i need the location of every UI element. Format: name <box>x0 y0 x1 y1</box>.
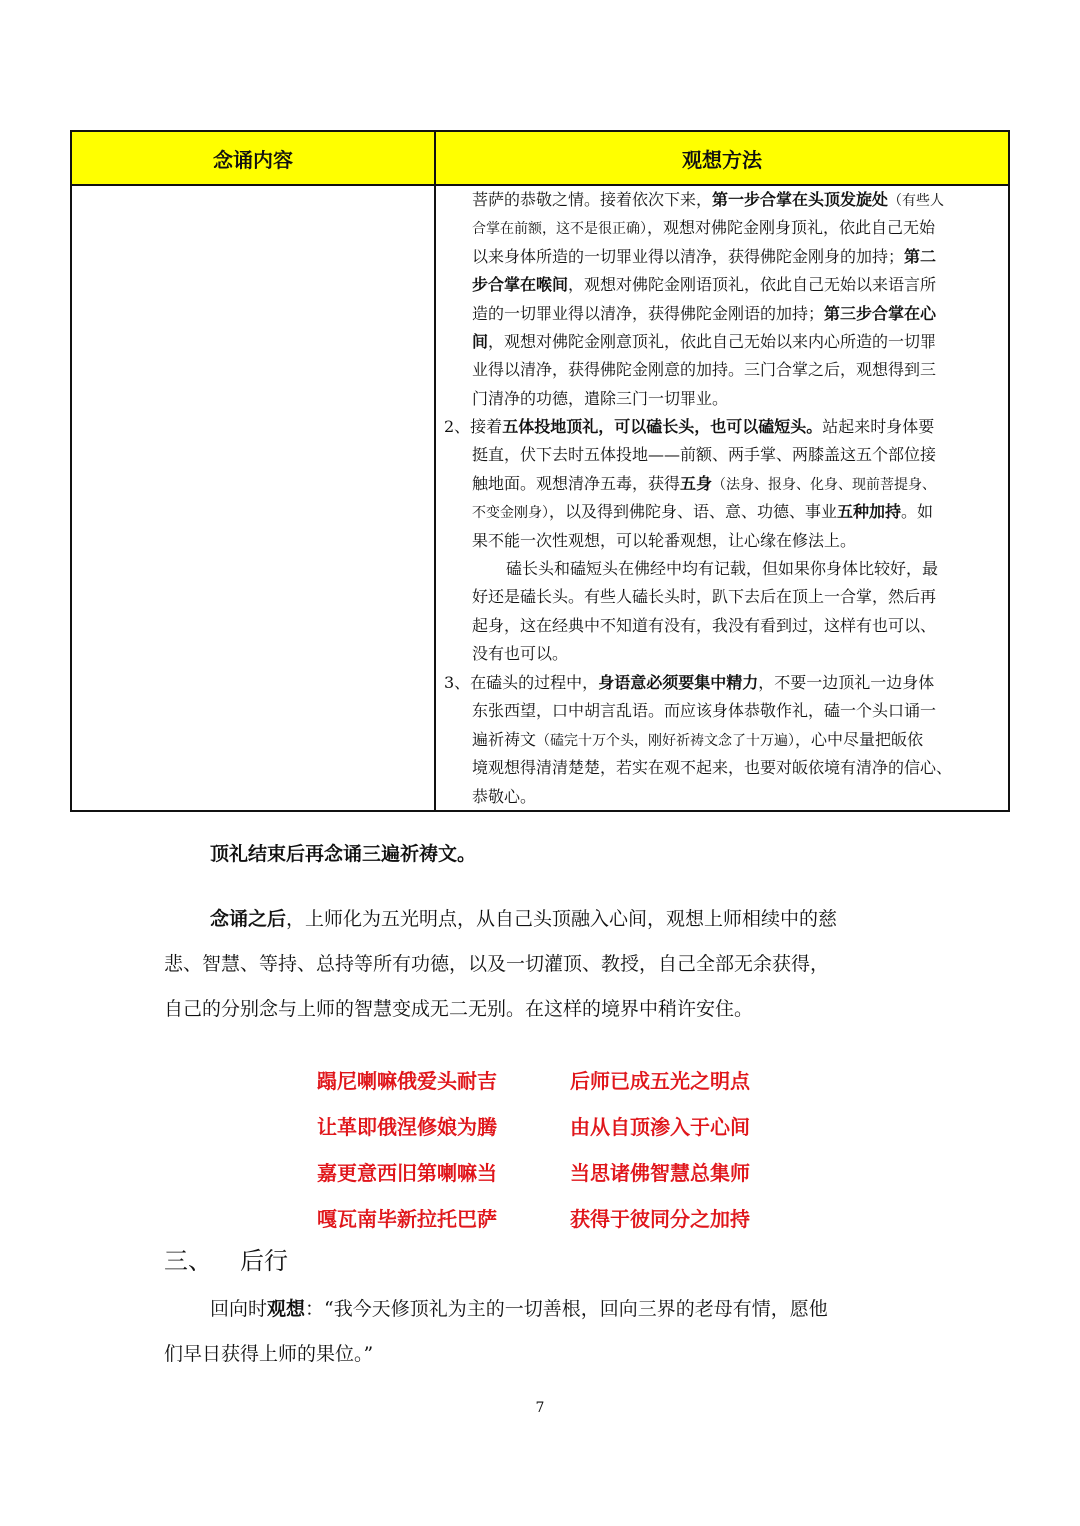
mantra-left-line: 嘎瓦南毕新拉托巴萨 <box>317 1207 497 1231</box>
method-text: ，观想对佛陀金刚身顶礼，依此自己无始 <box>647 218 936 238</box>
visualization-cell <box>436 186 1008 810</box>
mantra-right-line: 由从自顶渗入于心间 <box>570 1115 750 1139</box>
dedication-pre: 回向时 <box>210 1298 268 1320</box>
method-emphasis: 间 <box>472 331 489 351</box>
method-text: 3、在磕头的过程中， <box>444 673 599 692</box>
method-text: 以来身体所造的一切罪业得以清净，获得佛陀金刚身的加持； <box>472 246 905 266</box>
method-line <box>472 555 996 583</box>
table-header <box>72 132 1008 186</box>
method-text: （磕完十万个头，刚好祈祷文念了十万遍） <box>536 732 796 749</box>
method-text: 造的一切罪业得以清净，获得佛陀金刚语的加持； <box>472 303 825 323</box>
method-line <box>472 640 996 668</box>
after-recitation-line: 悲、智慧、等持、总持等所有功德，以及一切灌顶、教授，自己全部无余获得， <box>164 953 830 975</box>
section-number: 三、 <box>164 1247 212 1275</box>
section-title: 后行 <box>240 1247 288 1275</box>
method-line <box>444 754 996 782</box>
mantra-left-line: 嘉更意西旧第喇嘛当 <box>317 1161 497 1185</box>
method-line <box>472 271 996 299</box>
method-text: （有些人 <box>888 193 945 209</box>
method-text: 触地面。观想清净五毒，获得 <box>472 473 681 493</box>
after-recitation-lead: 念诵之后 <box>210 908 287 930</box>
method-line <box>472 356 996 384</box>
header-visualization: 观想方法 <box>682 147 762 172</box>
method-emphasis: 五身 <box>680 473 713 493</box>
method-line <box>472 186 996 214</box>
method-text: 2、接着 <box>444 417 503 436</box>
method-text: 不变金刚身） <box>472 505 549 522</box>
method-emphasis: 五体投地顶礼，可以磕长头，也可以磕短头。 <box>502 417 823 436</box>
method-text: 遍祈祷文 <box>472 729 537 749</box>
method-text: 起身，这在经典中不知道有没有，我没有看到过，这样有也可以、 <box>472 615 937 635</box>
recitation-cell <box>72 186 436 810</box>
method-line <box>444 783 996 811</box>
method-text: 磕长头和磕短头在佛经中均有记载，但如果你身体比较好，最 <box>506 559 939 578</box>
dedication-paragraph <box>164 1287 828 1377</box>
method-line <box>444 498 996 526</box>
after-recitation-line: ，上师化为五光明点，从自己头顶融入心间，观想上师相续中的慈 <box>286 908 838 930</box>
method-line <box>444 413 996 441</box>
method-line <box>472 385 996 413</box>
method-paragraph-1 <box>472 186 996 413</box>
method-text: 合掌在前额，这不是很正确） <box>472 221 647 238</box>
method-line <box>444 527 996 555</box>
method-emphasis: 五种加持 <box>837 502 902 522</box>
header-recitation: 念诵内容 <box>72 132 436 184</box>
method-line <box>472 243 996 271</box>
table-body <box>72 186 1008 810</box>
mantra-right-line: 当思诸佛智慧总集师 <box>570 1161 750 1185</box>
method-line <box>444 441 996 469</box>
method-text: 挺直，伏下去时五体投地——前额、两手掌、两膝盖这五个部位接 <box>472 445 937 465</box>
dedication-line: 们早日获得上师的果位。” <box>164 1343 374 1365</box>
method-line <box>472 612 996 640</box>
method-line <box>472 583 996 611</box>
method-text: 。如 <box>901 502 934 522</box>
method-line <box>444 669 996 697</box>
method-line <box>444 697 996 725</box>
method-line <box>472 214 996 242</box>
mantra-right-line: 后师已成五光之明点 <box>570 1069 750 1093</box>
method-emphasis: 第二 <box>904 246 937 266</box>
method-text: 东张西望，口中胡言乱语。而应该身体恭敬作礼，磕一个头口诵一 <box>472 701 937 721</box>
dedication-line: ：“我今天修顶礼为主的一切善根，回向三界的老母有情，愿他 <box>305 1298 828 1320</box>
method-text: ，以及得到佛陀身、语、意、功德、事业 <box>549 502 838 522</box>
page-number: 7 <box>535 1400 545 1416</box>
method-paragraph-3 <box>472 555 996 669</box>
mantra-transliteration <box>317 1058 497 1242</box>
method-text: 菩萨的恭敬之情。接着依次下来， <box>472 190 713 209</box>
practice-table <box>70 130 1010 812</box>
after-recitation-line: 自己的分别念与上师的智慧变成无二无别。在这样的境界中稍许安住。 <box>164 998 754 1020</box>
mantra-right-line: 获得于彼同分之加持 <box>570 1207 750 1231</box>
method-emphasis: 步合掌在喉间 <box>472 275 569 295</box>
mantra-left-line: 让革即俄涅修娘为腾 <box>317 1115 497 1139</box>
method-line <box>444 726 996 754</box>
method-text: ，心中尽量把皈依 <box>795 729 924 749</box>
method-text: 业得以清净，获得佛陀金刚意的加持。三门合掌之后，观想得到三 <box>472 360 937 380</box>
method-text: （法身、报身、化身、现前菩提身、 <box>712 476 937 493</box>
mantra-translation <box>570 1058 750 1242</box>
method-text: 境观想得清清楚楚，若实在观不起来，也要对皈依境有清净的信心、 <box>472 758 953 778</box>
method-text: 站起来时身体要 <box>822 417 935 436</box>
method-emphasis: 第三步合掌在心 <box>824 303 937 323</box>
method-emphasis: 第一步合掌在头顶发旋处 <box>712 190 889 209</box>
method-text: ，不要一边顶礼一边身体 <box>758 673 935 692</box>
mantra-left-line: 蹋尼喇嘛俄爱头耐吉 <box>317 1069 497 1093</box>
method-line <box>444 470 996 498</box>
method-text: 果不能一次性观想，可以轮番观想，让心缘在修法上。 <box>472 530 857 550</box>
method-paragraph-2 <box>444 413 996 555</box>
dedication-bold: 观想 <box>267 1298 306 1320</box>
after-prostration-text: 顶礼结束后再念诵三遍祈祷文。 <box>210 843 477 865</box>
method-emphasis: 身语意必须要集中精力 <box>598 673 759 692</box>
method-paragraph-4 <box>444 669 996 811</box>
method-text: 好还是磕长头。有些人磕长头时，趴下去后在顶上一合掌，然后再 <box>472 587 937 607</box>
method-text: ，观想对佛陀金刚意顶礼，依此自己无始以来内心所造的一切罪 <box>488 331 937 351</box>
method-line <box>472 300 996 328</box>
after-recitation-paragraph <box>164 897 837 1032</box>
method-text: 没有也可以。 <box>472 644 569 664</box>
method-line <box>472 328 996 356</box>
method-text: 门清净的功德，遣除三门一切罪业。 <box>472 388 729 408</box>
method-text: 恭敬心。 <box>472 786 537 806</box>
method-text: ，观想对佛陀金刚语顶礼，依此自己无始以来语言所 <box>568 275 937 295</box>
section-heading <box>164 1241 288 1276</box>
